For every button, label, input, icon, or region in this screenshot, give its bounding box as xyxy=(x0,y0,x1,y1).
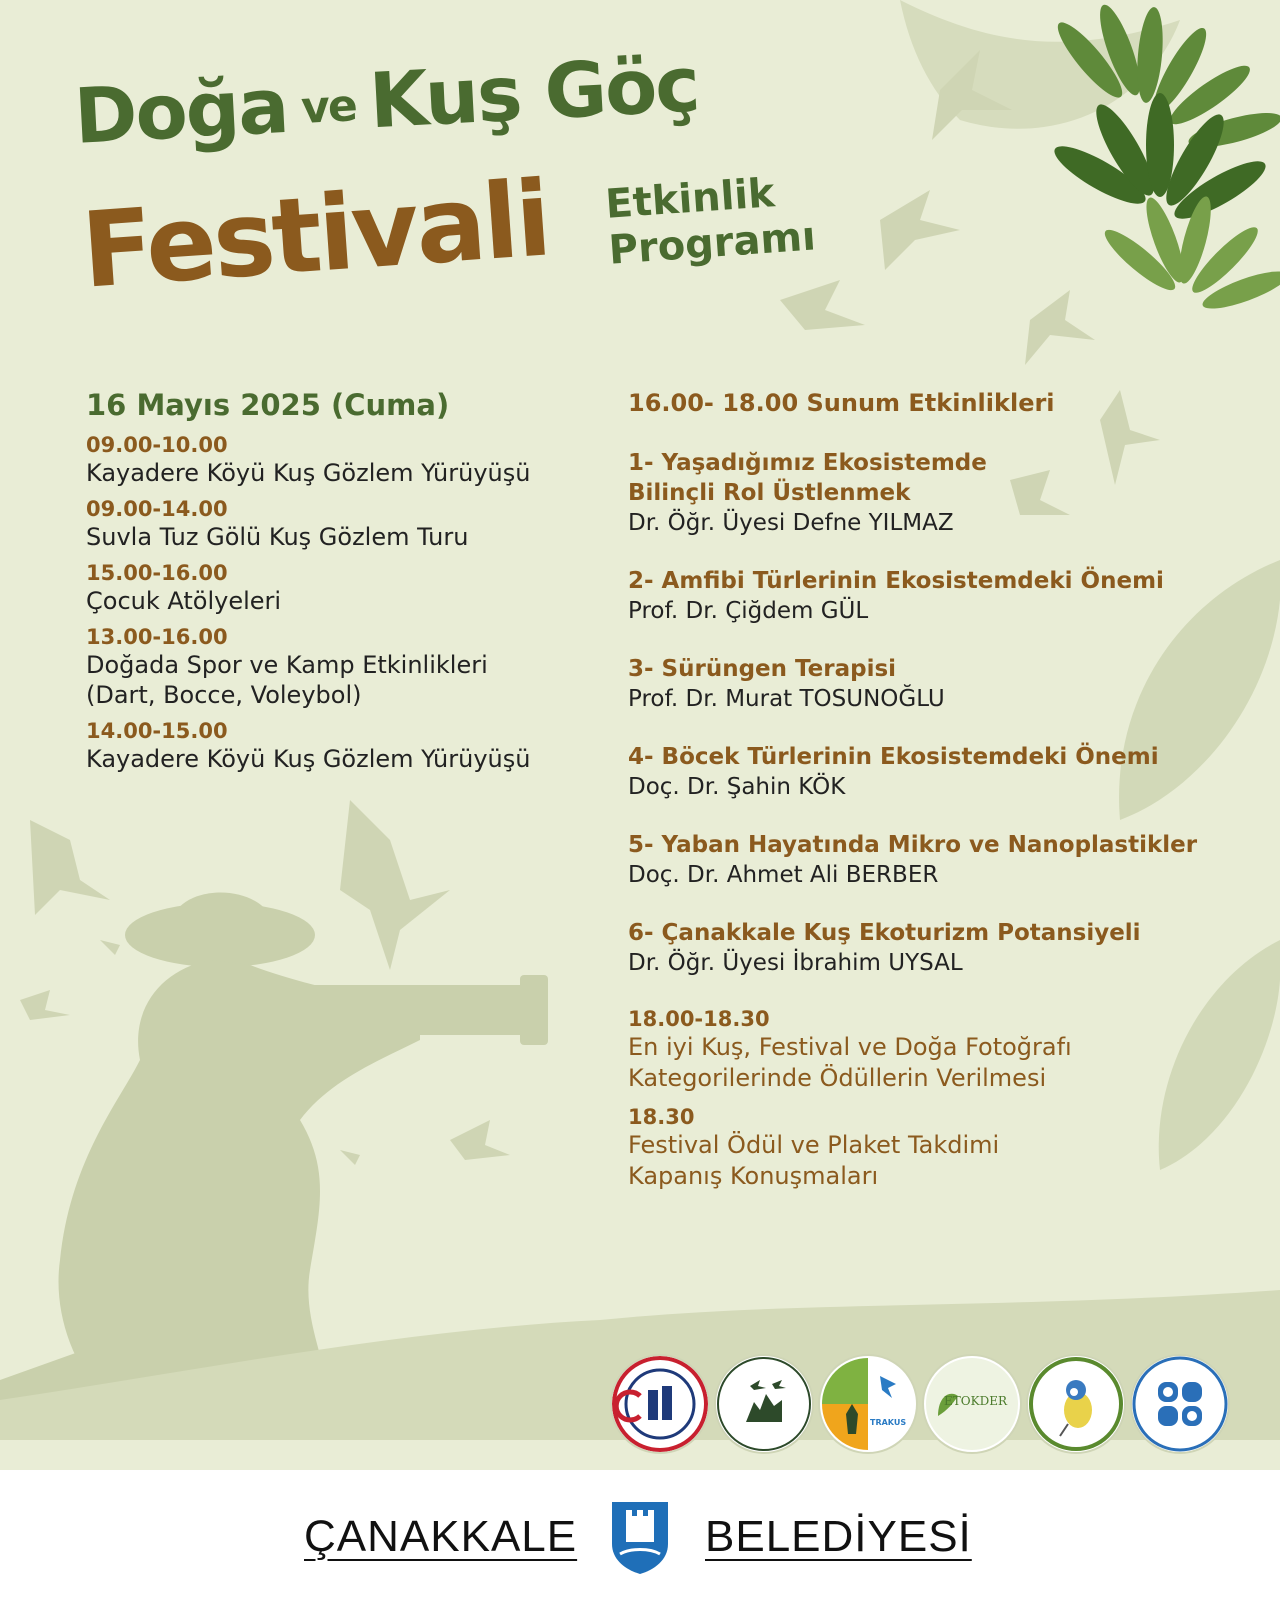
talk-title: 5- Yaban Hayatında Mikro ve Nanoplastikler xyxy=(628,832,1198,858)
trakus-logo xyxy=(820,1356,916,1452)
event-time: 15.00-16.00 xyxy=(86,561,228,585)
closing-item xyxy=(628,1104,1268,1192)
talk-item xyxy=(628,918,1268,978)
day-title: 16 Mayıs 2025 (Cuma) xyxy=(86,388,450,422)
event-name: Kayadere Köyü Kuş Gözlem Yürüyüşü xyxy=(86,745,531,773)
talk-item xyxy=(628,566,1268,626)
event-time: 09.00-10.00 xyxy=(86,433,228,457)
left-schedule-column xyxy=(86,388,606,782)
subtitle xyxy=(604,168,817,274)
municipality-emblem-icon xyxy=(608,1498,672,1574)
closing-text-line2: Kategorilerinde Ödüllerin Verilmesi xyxy=(628,1064,1047,1092)
talk-title-line2: Bilinçli Rol Üstlenmek xyxy=(628,480,911,506)
ocbo-emblem-icon xyxy=(1132,1356,1228,1452)
festival-emblem-icon xyxy=(716,1356,812,1452)
footer-canakkale: ÇANAKKALE xyxy=(304,1512,578,1561)
footer xyxy=(0,1470,1280,1600)
closing-time: 18.00-18.30 xyxy=(628,1007,770,1031)
bird-club-logo xyxy=(1028,1356,1124,1452)
talk-speaker: Doç. Dr. Ahmet Ali BERBER xyxy=(628,862,939,888)
event-name: Kayadere Köyü Kuş Gözlem Yürüyüşü xyxy=(86,459,531,487)
talk-title: 2- Amfibi Türlerinin Ekosistemdeki Önemi xyxy=(628,568,1164,594)
event-time: 09.00-14.00 xyxy=(86,497,228,521)
talk-title: 3- Sürüngen Terapisi xyxy=(628,656,897,682)
schedule-item xyxy=(86,560,606,616)
festival-logo xyxy=(716,1356,812,1452)
schedule-item xyxy=(86,496,606,552)
event-name: Doğada Spor ve Kamp Etkinlikleri xyxy=(86,651,488,679)
presentations-heading: 16.00- 18.00 Sunum Etkinlikleri xyxy=(628,389,1055,417)
closing-text-line2: Kapanış Konuşmaları xyxy=(628,1162,879,1190)
event-time: 13.00-16.00 xyxy=(86,625,228,649)
closing-text: En iyi Kuş, Festival ve Doğa Fotoğrafı xyxy=(628,1033,1072,1061)
title-ve: ve xyxy=(299,80,358,135)
etokder-label: ETOKDER xyxy=(944,1394,1007,1408)
talk-item xyxy=(628,830,1268,890)
title-festivali: Festivali xyxy=(78,157,553,312)
talk-title: 6- Çanakkale Kuş Ekoturizm Potansiyeli xyxy=(628,920,1141,946)
blue-tit-bird-icon xyxy=(1028,1356,1124,1452)
talk-speaker: Dr. Öğr. Üyesi Defne YILMAZ xyxy=(628,510,954,536)
event-name-detail: (Dart, Bocce, Voleybol) xyxy=(86,681,362,709)
trakus-label: TRAKUS xyxy=(870,1418,907,1427)
schedule-item xyxy=(86,432,606,488)
subtitle-line2: Programı xyxy=(607,213,818,274)
event-name: Suvla Tuz Gölü Kuş Gözlem Turu xyxy=(86,523,469,551)
talk-title: 4- Böcek Türlerinin Ekosistemdeki Önemi xyxy=(628,744,1159,770)
talk-speaker: Prof. Dr. Çiğdem GÜL xyxy=(628,598,869,624)
talk-speaker: Doç. Dr. Şahin KÖK xyxy=(628,774,846,800)
etokder-logo xyxy=(924,1356,1020,1452)
talk-speaker: Dr. Öğr. Üyesi İbrahim UYSAL xyxy=(628,950,963,976)
talk-speaker: Prof. Dr. Murat TOSUNOĞLU xyxy=(628,686,945,712)
closing-text: Festival Ödül ve Plaket Takdimi xyxy=(628,1131,1000,1159)
talk-item xyxy=(628,448,1268,538)
research-center-logo xyxy=(1132,1356,1228,1452)
right-schedule-column xyxy=(628,388,1268,1202)
university-logo xyxy=(612,1356,708,1452)
title-doga: Doğa xyxy=(72,60,290,161)
subtitle-line1: Etkinlik xyxy=(604,170,777,228)
schedule-item xyxy=(86,718,606,774)
event-time: 14.00-15.00 xyxy=(86,719,228,743)
schedule-item xyxy=(86,624,606,710)
talk-item xyxy=(628,742,1268,802)
closing-item xyxy=(628,1006,1268,1094)
sponsor-logos xyxy=(612,1356,1272,1456)
trakus-quadrant-icon xyxy=(820,1356,916,1452)
closing-time: 18.30 xyxy=(628,1105,695,1129)
talk-item xyxy=(628,654,1268,714)
talk-title: 1- Yaşadığımız Ekosistemde xyxy=(628,450,987,476)
university-seal-icon xyxy=(612,1356,708,1452)
title-kus-goc: Kuş Göç xyxy=(367,39,701,146)
event-name: Çocuk Atölyeleri xyxy=(86,587,282,615)
footer-belediyesi: BELEDİYESİ xyxy=(705,1512,972,1561)
